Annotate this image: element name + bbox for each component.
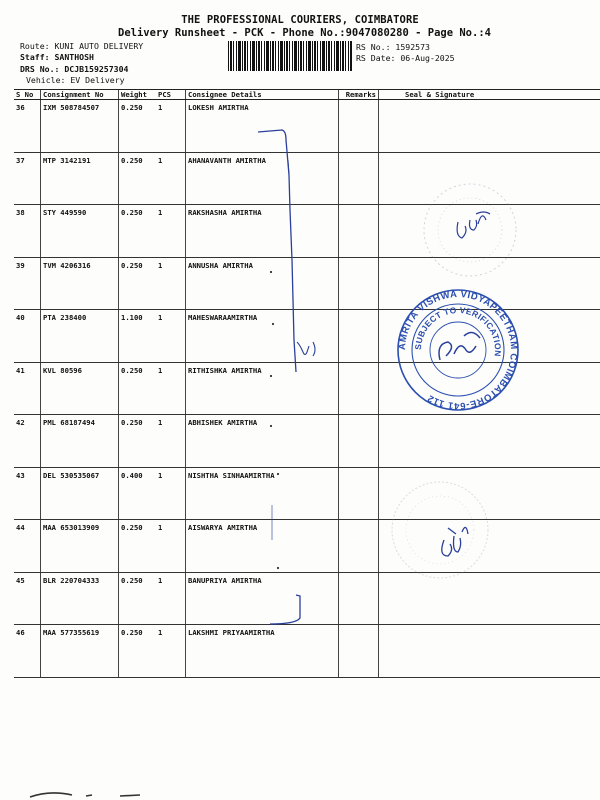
sno-cell: 38 <box>14 205 41 258</box>
remarks-cell <box>339 415 379 468</box>
consignment-cell: MTP 3142191 <box>41 152 119 205</box>
consignee-cell: BANUPRIYA AMIRTHA <box>186 572 339 625</box>
seal-signature-cell <box>379 572 600 625</box>
table-row <box>14 100 600 153</box>
weight-cell: 0.250 <box>119 572 157 625</box>
weight-cell: 0.250 <box>119 520 157 573</box>
table-row <box>14 205 600 258</box>
column-header: PCS <box>156 90 186 100</box>
consignee-cell: RITHISHKA AMIRTHA <box>186 362 339 415</box>
table-row <box>14 362 600 415</box>
consignment-cell: MAA 653013909 <box>41 520 119 573</box>
seal-signature-cell <box>379 152 600 205</box>
sno-cell: 36 <box>14 100 41 153</box>
remarks-cell <box>339 520 379 573</box>
column-header: Seal & Signature <box>379 90 600 100</box>
seal-signature-cell <box>379 415 600 468</box>
remarks-cell <box>339 100 379 153</box>
column-header: Weight <box>119 90 157 100</box>
column-header: Remarks <box>339 90 379 100</box>
consignee-cell: AHANAVANTH AMIRTHA <box>186 152 339 205</box>
pcs-cell: 1 <box>156 205 186 258</box>
drs-number: DRS No.: DCJB159257304 <box>20 64 129 74</box>
consignee-cell: LOKESH AMIRTHA <box>186 100 339 153</box>
sno-cell: 46 <box>14 625 41 678</box>
rs-number: RS No.: 1592573 <box>356 42 430 52</box>
barcode-image <box>228 41 352 71</box>
pcs-cell: 1 <box>156 257 186 310</box>
table-header-row <box>14 90 600 100</box>
column-header: Consignment No <box>41 90 119 100</box>
seal-signature-cell <box>379 362 600 415</box>
consignee-cell: MAHESWARAAMIRTHA <box>186 310 339 363</box>
table-row <box>14 415 600 468</box>
table-row <box>14 625 600 678</box>
staff-label: Staff: SANTHOSH <box>20 52 94 62</box>
remarks-cell <box>339 362 379 415</box>
sno-cell: 43 <box>14 467 41 520</box>
stamp-inner-text: SUBJECT TO VERIFICATION <box>412 304 504 358</box>
table-row <box>14 467 600 520</box>
seal-signature-cell <box>379 467 600 520</box>
remarks-cell <box>339 625 379 678</box>
consignee-cell: AISWARYA AMIRTHA <box>186 520 339 573</box>
stamp-outer-text: AMRITA VISHWA VIDYAPEETHAM COIMBATORE-641 112 <box>396 288 520 412</box>
route-label: Route: KUNI AUTO DELIVERY <box>20 41 144 51</box>
page-edge-smudge <box>30 793 140 797</box>
consignee-cell: RAKSHASHA AMIRTHA <box>186 205 339 258</box>
column-header: S No <box>14 90 41 100</box>
consignment-cell: MAA 577355619 <box>41 625 119 678</box>
consignment-cell: KVL 80596 <box>41 362 119 415</box>
vehicle-label: Vehicle: EV Delivery <box>26 75 125 85</box>
pcs-cell: 1 <box>156 152 186 205</box>
remarks-cell <box>339 205 379 258</box>
table-row <box>14 152 600 205</box>
consignee-cell: ABHISHEK AMIRTHA <box>186 415 339 468</box>
seal-signature-cell <box>379 100 600 153</box>
pcs-cell: 1 <box>156 625 186 678</box>
weight-cell: 1.100 <box>119 310 157 363</box>
table-row <box>14 310 600 363</box>
consignee-cell: ANNUSHA AMIRTHA <box>186 257 339 310</box>
sno-cell: 40 <box>14 310 41 363</box>
pcs-cell: 1 <box>156 100 186 153</box>
sno-cell: 45 <box>14 572 41 625</box>
seal-signature-cell <box>379 205 600 258</box>
remarks-cell <box>339 467 379 520</box>
sno-cell: 44 <box>14 520 41 573</box>
seal-signature-cell <box>379 520 600 573</box>
weight-cell: 0.250 <box>119 625 157 678</box>
pcs-cell: 1 <box>156 572 186 625</box>
consignment-cell: PTA 238400 <box>41 310 119 363</box>
consignment-cell: IXM 508784507 <box>41 100 119 153</box>
consignee-cell: LAKSHMI PRIYAAMIRTHA <box>186 625 339 678</box>
seal-signature-cell <box>379 310 600 363</box>
sno-cell: 37 <box>14 152 41 205</box>
consignment-cell: DEL 530535067 <box>41 467 119 520</box>
sno-cell: 41 <box>14 362 41 415</box>
remarks-cell <box>339 572 379 625</box>
pcs-cell: 1 <box>156 467 186 520</box>
pcs-cell: 1 <box>156 362 186 415</box>
consignment-cell: STY 449590 <box>41 205 119 258</box>
remarks-cell <box>339 257 379 310</box>
column-header: Consignee Details <box>186 90 339 100</box>
weight-cell: 0.250 <box>119 415 157 468</box>
sno-cell: 39 <box>14 257 41 310</box>
weight-cell: 0.250 <box>119 362 157 415</box>
pcs-cell: 1 <box>156 520 186 573</box>
consignee-cell: NISHTHA SINHAAMIRTHA <box>186 467 339 520</box>
sno-cell: 42 <box>14 415 41 468</box>
runsheet-subtitle: Delivery Runsheet - PCK - Phone No.:9047080280 - Page No.:4 <box>118 27 491 39</box>
table-row <box>14 572 600 625</box>
remarks-cell <box>339 152 379 205</box>
weight-cell: 0.250 <box>119 257 157 310</box>
seal-signature-cell <box>379 257 600 310</box>
consignment-cell: PML 68187494 <box>41 415 119 468</box>
pcs-cell: 1 <box>156 310 186 363</box>
runsheet-table <box>14 89 600 678</box>
weight-cell: 0.250 <box>119 152 157 205</box>
seal-signature-cell <box>379 625 600 678</box>
document-title: THE PROFESSIONAL COURIERS, COIMBATORE <box>181 14 419 26</box>
consignment-cell: BLR 220704333 <box>41 572 119 625</box>
rs-date: RS Date: 06-Aug-2025 <box>356 53 455 63</box>
weight-cell: 0.250 <box>119 205 157 258</box>
weight-cell: 0.250 <box>119 100 157 153</box>
remarks-cell <box>339 310 379 363</box>
consignment-cell: TVM 4206316 <box>41 257 119 310</box>
weight-cell: 0.400 <box>119 467 157 520</box>
pcs-cell: 1 <box>156 415 186 468</box>
table-row <box>14 520 600 573</box>
table-row <box>14 257 600 310</box>
